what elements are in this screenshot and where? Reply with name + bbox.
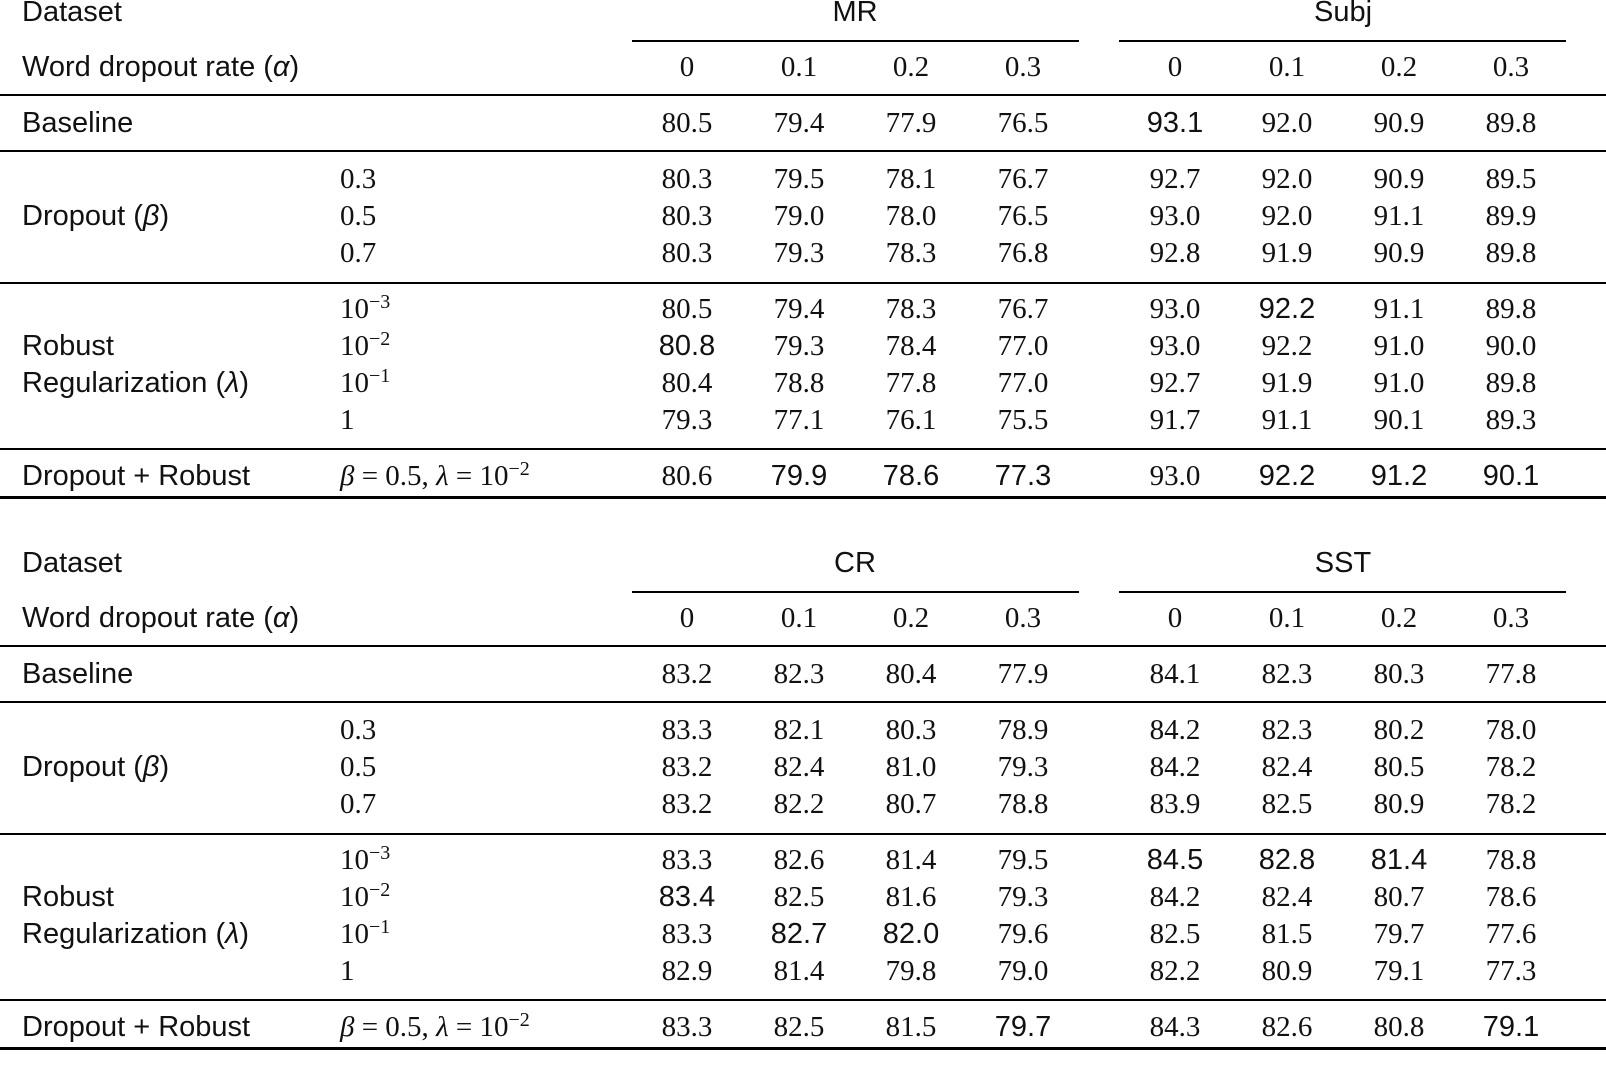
dropout-value: 84.2: [1149, 714, 1201, 746]
dropout-value: 83.3: [661, 714, 713, 746]
dropout-value: 80.3: [661, 163, 713, 195]
baseline-value: 80.3: [1373, 658, 1425, 690]
robust-value: 78.3: [885, 293, 937, 325]
robust-label-2: Regularization (λ): [22, 367, 250, 399]
rate-header: 0.3: [1004, 602, 1042, 634]
dropout-value: 78.2: [1485, 788, 1537, 820]
baseline-value: 82.3: [773, 658, 825, 690]
lambda-param: $10^{-2}$: [340, 879, 391, 913]
dropout-label: Dropout (β): [22, 751, 170, 783]
robust-value: 79.4: [773, 293, 825, 325]
robust-value: 91.1: [1261, 404, 1313, 436]
robust-value: 82.0: [882, 918, 940, 950]
dropout-value: 82.3: [1261, 714, 1313, 746]
dropout-param: 0.5: [340, 200, 377, 232]
robust-value: 92.2: [1258, 293, 1316, 325]
combo-value: 91.2: [1370, 460, 1428, 492]
baseline-value: 80.4: [885, 658, 937, 690]
combo-value: 93.0: [1149, 460, 1201, 492]
robust-value: 78.4: [885, 330, 937, 362]
lambda-param: $10^{-1}$: [340, 365, 391, 399]
robust-value: 91.1: [1373, 293, 1425, 325]
robust-value: 81.4: [1370, 844, 1428, 876]
dataset-label: Dataset: [22, 547, 122, 579]
robust-value: 81.4: [773, 955, 825, 987]
dropout-value: 76.8: [997, 237, 1049, 269]
robust-value: 91.7: [1149, 404, 1201, 436]
combo-value: 92.2: [1258, 460, 1316, 492]
lambda-param: $10^{-2}$: [340, 328, 391, 362]
dropout-value: 89.5: [1485, 163, 1537, 195]
robust-value: 82.2: [1149, 955, 1201, 987]
rate-header: 0.2: [892, 51, 930, 83]
baseline-value: 77.9: [997, 658, 1049, 690]
rule-dropout: [0, 833, 1606, 835]
robust-value: 77.0: [997, 367, 1049, 399]
robust-value: 92.7: [1149, 367, 1201, 399]
dropout-value: 79.3: [997, 751, 1049, 783]
robust-value: 89.3: [1485, 404, 1537, 436]
combo-value: 81.5: [885, 1011, 937, 1043]
robust-value: 80.7: [1373, 881, 1425, 913]
robust-value: 79.5: [997, 844, 1049, 876]
robust-value: 89.8: [1485, 293, 1537, 325]
dataset-label: Dataset: [22, 0, 122, 28]
dropout-value: 82.1: [773, 714, 825, 746]
robust-value: 93.0: [1149, 330, 1201, 362]
combo-param: β = 0.5, $\lambda = 10^{-2}$: [340, 1009, 530, 1043]
robust-label: Robust: [22, 330, 114, 362]
group-underline-2: [1119, 40, 1566, 42]
robust-value: 79.8: [885, 955, 937, 987]
dropout-value: 80.7: [885, 788, 937, 820]
robust-value: 83.4: [658, 881, 716, 913]
robust-label-2: Regularization (λ): [22, 918, 250, 950]
dropout-value: 91.9: [1261, 237, 1313, 269]
baseline-value: 92.0: [1261, 107, 1313, 139]
rule-header: [0, 94, 1606, 96]
rate-header: 0.1: [780, 51, 818, 83]
dropout-value: 89.8: [1485, 237, 1537, 269]
combo-value: 79.1: [1482, 1011, 1540, 1043]
dropout-param: 0.7: [340, 788, 377, 820]
baseline-value: 76.5: [997, 107, 1049, 139]
baseline-value: 84.1: [1149, 658, 1201, 690]
dropout-value: 92.0: [1261, 200, 1313, 232]
combo-value: 79.7: [994, 1011, 1052, 1043]
dropout-value: 78.3: [885, 237, 937, 269]
dropout-value: 78.2: [1485, 751, 1537, 783]
group-underline-1: [632, 591, 1079, 593]
baseline-label: Baseline: [22, 658, 134, 690]
word-dropout-rate-label: Word dropout rate (α): [22, 51, 300, 83]
rate-header: 0: [679, 602, 695, 634]
robust-value: 78.6: [1485, 881, 1537, 913]
dropout-value: 80.2: [1373, 714, 1425, 746]
dropout-value: 81.0: [885, 751, 937, 783]
robust-value: 82.6: [773, 844, 825, 876]
robust-value: 78.8: [773, 367, 825, 399]
robust-value: 93.0: [1149, 293, 1201, 325]
word-dropout-rate-label: Word dropout rate (α): [22, 602, 300, 634]
lambda-param: $10^{-3}$: [340, 842, 391, 876]
robust-value: 79.3: [773, 330, 825, 362]
robust-value: 91.0: [1373, 330, 1425, 362]
robust-value: 81.4: [885, 844, 937, 876]
dropout-param: 0.3: [340, 714, 377, 746]
dropout-param: 0.7: [340, 237, 377, 269]
dropout-value: 80.3: [661, 237, 713, 269]
robust-value: 77.1: [773, 404, 825, 436]
rate-header: 0: [1167, 51, 1183, 83]
robust-value: 76.7: [997, 293, 1049, 325]
combo-param: β = 0.5, $\lambda = 10^{-2}$: [340, 458, 530, 492]
baseline-label: Baseline: [22, 107, 134, 139]
rate-header: 0.3: [1004, 51, 1042, 83]
robust-value: 80.5: [661, 293, 713, 325]
group-underline-2: [1119, 591, 1566, 593]
baseline-value: 80.5: [661, 107, 713, 139]
rule-baseline: [0, 150, 1606, 152]
baseline-value: 77.9: [885, 107, 937, 139]
rule-header: [0, 645, 1606, 647]
dropout-value: 79.0: [773, 200, 825, 232]
combo-value: 82.6: [1261, 1011, 1313, 1043]
robust-value: 83.3: [661, 918, 713, 950]
rate-header: 0.3: [1492, 602, 1530, 634]
baseline-value: 77.8: [1485, 658, 1537, 690]
robust-value: 79.3: [661, 404, 713, 436]
robust-value: 77.8: [885, 367, 937, 399]
robust-value: 78.8: [1485, 844, 1537, 876]
dropout-value: 78.0: [885, 200, 937, 232]
dropout-value: 82.4: [1261, 751, 1313, 783]
robust-value: 80.4: [661, 367, 713, 399]
lambda-param: $10^{-3}$: [340, 291, 391, 325]
rate-header: 0.1: [1268, 602, 1306, 634]
lambda-param: 1: [340, 955, 355, 987]
group-header-1: CR: [834, 547, 876, 579]
baseline-value: 93.1: [1146, 107, 1204, 139]
robust-value: 81.5: [1261, 918, 1313, 950]
dropout-value: 76.5: [997, 200, 1049, 232]
robust-value: 77.0: [997, 330, 1049, 362]
robust-label: Robust: [22, 881, 114, 913]
baseline-value: 89.8: [1485, 107, 1537, 139]
dropout-value: 78.0: [1485, 714, 1537, 746]
robust-value: 80.8: [658, 330, 716, 362]
robust-value: 84.5: [1146, 844, 1204, 876]
rate-header: 0.1: [1268, 51, 1306, 83]
robust-value: 79.0: [997, 955, 1049, 987]
combo-value: 78.6: [882, 460, 940, 492]
dropout-value: 78.9: [997, 714, 1049, 746]
robust-value: 79.6: [997, 918, 1049, 950]
robust-value: 79.1: [1373, 955, 1425, 987]
combo-value: 84.3: [1149, 1011, 1201, 1043]
lambda-param: 1: [340, 404, 355, 436]
baseline-value: 83.2: [661, 658, 713, 690]
rule-dropout: [0, 282, 1606, 284]
robust-value: 82.8: [1258, 844, 1316, 876]
rate-header: 0.1: [780, 602, 818, 634]
baseline-value: 90.9: [1373, 107, 1425, 139]
lambda-param: $10^{-1}$: [340, 916, 391, 950]
dropout-value: 80.9: [1373, 788, 1425, 820]
dropout-value: 91.1: [1373, 200, 1425, 232]
dropout-value: 89.9: [1485, 200, 1537, 232]
group-header-2: SST: [1314, 547, 1372, 579]
dropout-value: 83.2: [661, 788, 713, 820]
combo-value: 83.3: [661, 1011, 713, 1043]
results-table-1: [0, 0, 1606, 510]
dropout-param: 0.3: [340, 163, 377, 195]
dropout-value: 80.5: [1373, 751, 1425, 783]
dropout-value: 92.7: [1149, 163, 1201, 195]
robust-value: 80.9: [1261, 955, 1313, 987]
baseline-value: 79.4: [773, 107, 825, 139]
dropout-value: 82.2: [773, 788, 825, 820]
group-header-1: MR: [832, 0, 878, 28]
rate-header: 0.2: [892, 602, 930, 634]
combo-label: Dropout + Robust: [22, 460, 251, 492]
combo-value: 79.9: [770, 460, 828, 492]
dropout-value: 78.8: [997, 788, 1049, 820]
group-header-2: Subj: [1313, 0, 1373, 28]
dropout-value: 92.8: [1149, 237, 1201, 269]
robust-value: 79.7: [1373, 918, 1425, 950]
dropout-param: 0.5: [340, 751, 377, 783]
robust-value: 82.9: [661, 955, 713, 987]
robust-value: 76.1: [885, 404, 937, 436]
robust-value: 77.3: [1485, 955, 1537, 987]
robust-value: 91.9: [1261, 367, 1313, 399]
combo-value: 77.3: [994, 460, 1052, 492]
rule-bottom: [0, 496, 1606, 499]
robust-value: 82.5: [1149, 918, 1201, 950]
dropout-value: 80.3: [885, 714, 937, 746]
dropout-value: 90.9: [1373, 237, 1425, 269]
dropout-value: 83.2: [661, 751, 713, 783]
robust-value: 82.4: [1261, 881, 1313, 913]
robust-value: 75.5: [997, 404, 1049, 436]
robust-value: 89.8: [1485, 367, 1537, 399]
robust-value: 84.2: [1149, 881, 1201, 913]
robust-value: 92.2: [1261, 330, 1313, 362]
robust-value: 90.1: [1373, 404, 1425, 436]
dropout-value: 82.4: [773, 751, 825, 783]
dropout-value: 78.1: [885, 163, 937, 195]
combo-value: 80.6: [661, 460, 713, 492]
rule-baseline: [0, 701, 1606, 703]
robust-value: 90.0: [1485, 330, 1537, 362]
combo-label: Dropout + Robust: [22, 1011, 251, 1043]
dropout-value: 83.9: [1149, 788, 1201, 820]
dropout-value: 84.2: [1149, 751, 1201, 783]
combo-value: 82.5: [773, 1011, 825, 1043]
robust-value: 79.3: [997, 881, 1049, 913]
rate-header: 0.2: [1380, 602, 1418, 634]
combo-value: 90.1: [1482, 460, 1540, 492]
rule-robust: [0, 448, 1606, 450]
rate-header: 0.2: [1380, 51, 1418, 83]
dropout-label: Dropout (β): [22, 200, 170, 232]
dropout-value: 76.7: [997, 163, 1049, 195]
results-table-2: [0, 547, 1606, 1061]
rate-header: 0.3: [1492, 51, 1530, 83]
robust-value: 81.6: [885, 881, 937, 913]
baseline-value: 82.3: [1261, 658, 1313, 690]
dropout-value: 79.5: [773, 163, 825, 195]
dropout-value: 82.5: [1261, 788, 1313, 820]
robust-value: 82.5: [773, 881, 825, 913]
dropout-value: 90.9: [1373, 163, 1425, 195]
rate-header: 0: [679, 51, 695, 83]
robust-value: 77.6: [1485, 918, 1537, 950]
dropout-value: 92.0: [1261, 163, 1313, 195]
dropout-value: 80.3: [661, 200, 713, 232]
rule-robust: [0, 999, 1606, 1001]
robust-value: 91.0: [1373, 367, 1425, 399]
robust-value: 83.3: [661, 844, 713, 876]
rate-header: 0: [1167, 602, 1183, 634]
dropout-value: 93.0: [1149, 200, 1201, 232]
robust-value: 82.7: [770, 918, 828, 950]
group-underline-1: [632, 40, 1079, 42]
combo-value: 80.8: [1373, 1011, 1425, 1043]
rule-bottom: [0, 1047, 1606, 1050]
dropout-value: 79.3: [773, 237, 825, 269]
